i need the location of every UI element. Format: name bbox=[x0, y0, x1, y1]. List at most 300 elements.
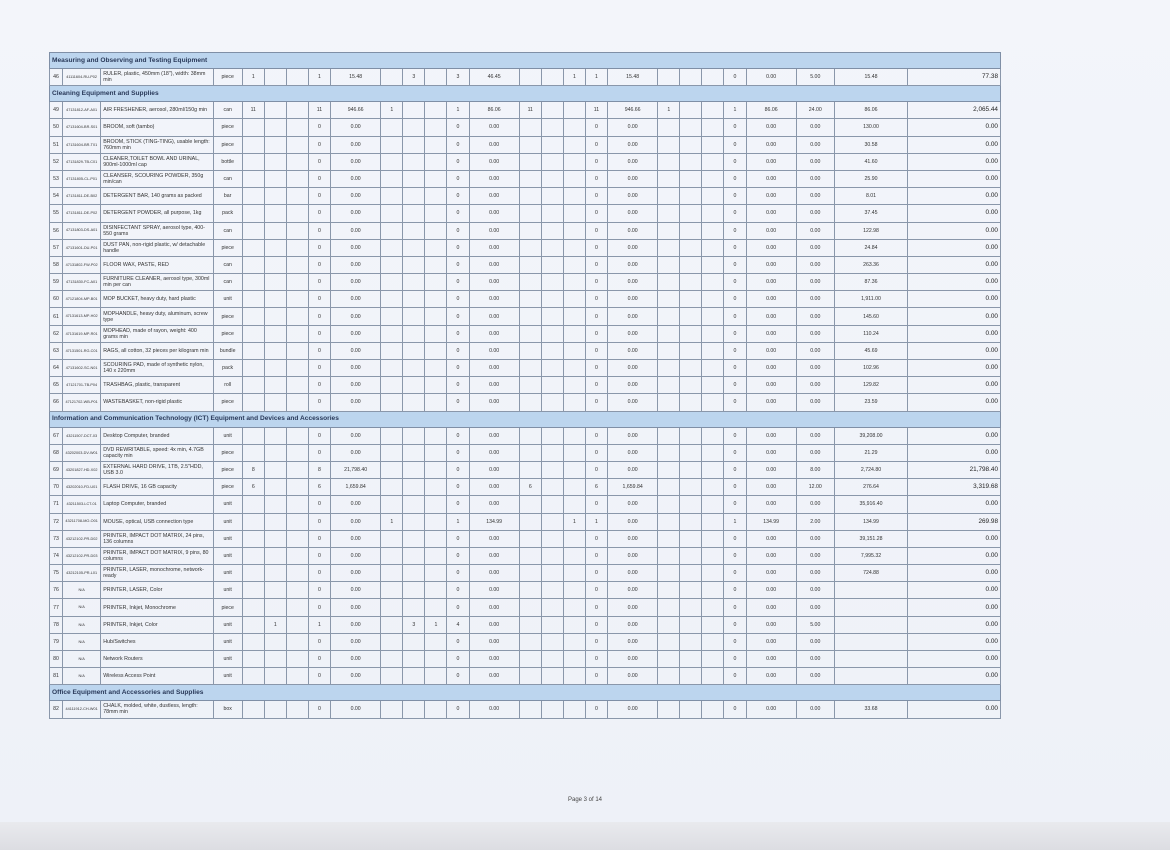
cell-a4: 0.00 bbox=[746, 170, 796, 187]
table-row bbox=[50, 342, 1001, 359]
cell-c1 bbox=[242, 170, 264, 187]
cell-a1: 0.00 bbox=[331, 668, 381, 685]
cell-c6 bbox=[425, 222, 447, 239]
cell-price bbox=[834, 599, 907, 616]
cell-u: 0.00 bbox=[796, 205, 834, 222]
cell-q1: 0 bbox=[308, 530, 330, 547]
cell-no: 80 bbox=[50, 651, 63, 668]
cell-c10 bbox=[658, 565, 680, 582]
cell-unit: box bbox=[213, 701, 242, 718]
cell-a3: 0.00 bbox=[608, 188, 658, 205]
cell-unit: can bbox=[213, 222, 242, 239]
cell-c9 bbox=[563, 394, 585, 411]
cell-no: 59 bbox=[50, 274, 63, 291]
cell-c1 bbox=[242, 188, 264, 205]
cell-no: 54 bbox=[50, 188, 63, 205]
cell-u: 0.00 bbox=[796, 170, 834, 187]
cell-a3: 0.00 bbox=[608, 444, 658, 461]
cell-c4 bbox=[381, 69, 403, 86]
cell-unit: unit bbox=[213, 291, 242, 308]
cell-a1: 21,798.40 bbox=[331, 461, 381, 478]
cell-c12 bbox=[702, 701, 724, 718]
cell-c9 bbox=[563, 633, 585, 650]
cell-q3: 0 bbox=[585, 496, 607, 513]
cell-a3: 0.00 bbox=[608, 565, 658, 582]
cell-a4: 0.00 bbox=[746, 69, 796, 86]
cell-total: 0.00 bbox=[908, 651, 1001, 668]
cell-price: 1,911.00 bbox=[834, 291, 907, 308]
cell-c6 bbox=[425, 69, 447, 86]
table-row bbox=[50, 153, 1001, 170]
cell-c8 bbox=[541, 496, 563, 513]
cell-c10 bbox=[658, 616, 680, 633]
section-title: Cleaning Equipment and Supplies bbox=[50, 86, 1001, 102]
cell-c2 bbox=[264, 239, 286, 256]
cell-c11 bbox=[680, 136, 702, 153]
cell-q4: 0 bbox=[724, 461, 746, 478]
cell-a1: 0.00 bbox=[331, 119, 381, 136]
cell-q2: 0 bbox=[447, 530, 469, 547]
cell-c10 bbox=[658, 651, 680, 668]
cell-a3: 0.00 bbox=[608, 325, 658, 342]
cell-desc: PRINTER, Inkjet, Color bbox=[101, 616, 213, 633]
cell-c2 bbox=[264, 582, 286, 599]
cell-total: 0.00 bbox=[908, 530, 1001, 547]
cell-unit: unit bbox=[213, 651, 242, 668]
cell-a2: 134.99 bbox=[469, 513, 519, 530]
cell-c12 bbox=[702, 342, 724, 359]
cell-c5 bbox=[403, 153, 425, 170]
cell-no: 50 bbox=[50, 119, 63, 136]
cell-c3 bbox=[286, 496, 308, 513]
cell-total: 0.00 bbox=[908, 547, 1001, 564]
cell-c7 bbox=[519, 599, 541, 616]
cell-c8 bbox=[541, 136, 563, 153]
cell-q4: 0 bbox=[724, 360, 746, 377]
cell-price: 15.48 bbox=[834, 69, 907, 86]
cell-c6 bbox=[425, 701, 447, 718]
cell-no: 70 bbox=[50, 479, 63, 496]
cell-u: 0.00 bbox=[796, 547, 834, 564]
cell-c10 bbox=[658, 377, 680, 394]
table-row bbox=[50, 119, 1001, 136]
cell-total: 0.00 bbox=[908, 308, 1001, 325]
cell-c10 bbox=[658, 239, 680, 256]
cell-desc: SCOURING PAD, made of synthetic nylon, 140 x 220mm bbox=[101, 360, 213, 377]
cell-a4: 0.00 bbox=[746, 651, 796, 668]
cell-q2: 0 bbox=[447, 342, 469, 359]
cell-unit: can bbox=[213, 274, 242, 291]
cell-c9 bbox=[563, 102, 585, 119]
cell-c9 bbox=[563, 274, 585, 291]
cell-c11 bbox=[680, 479, 702, 496]
cell-c2 bbox=[264, 325, 286, 342]
cell-q4: 0 bbox=[724, 496, 746, 513]
table-row bbox=[50, 256, 1001, 273]
cell-code: 47131812-AF-A01 bbox=[63, 102, 101, 119]
cell-a3: 0.00 bbox=[608, 668, 658, 685]
cell-c6 bbox=[425, 668, 447, 685]
cell-q4: 0 bbox=[724, 547, 746, 564]
cell-unit: bundle bbox=[213, 342, 242, 359]
cell-c2 bbox=[264, 461, 286, 478]
cell-a2: 0.00 bbox=[469, 427, 519, 444]
cell-c12 bbox=[702, 565, 724, 582]
cell-q3: 0 bbox=[585, 119, 607, 136]
cell-c4 bbox=[381, 170, 403, 187]
cell-c1 bbox=[242, 291, 264, 308]
cell-no: 55 bbox=[50, 205, 63, 222]
cell-price: 39,151.28 bbox=[834, 530, 907, 547]
cell-c5 bbox=[403, 547, 425, 564]
cell-desc: CLEANSER, SCOURING POWDER, 350g min/can bbox=[101, 170, 213, 187]
cell-q2: 0 bbox=[447, 291, 469, 308]
cell-unit: unit bbox=[213, 427, 242, 444]
cell-c12 bbox=[702, 582, 724, 599]
cell-code: 47131805-CL-P01 bbox=[63, 170, 101, 187]
cell-a3: 0.00 bbox=[608, 291, 658, 308]
cell-q2: 0 bbox=[447, 461, 469, 478]
cell-c10: 1 bbox=[658, 102, 680, 119]
cell-desc: PRINTER, IMPACT DOT MATRIX, 9 pins, 80 columns bbox=[101, 547, 213, 564]
cell-q1: 1 bbox=[308, 616, 330, 633]
cell-c5 bbox=[403, 188, 425, 205]
cell-a3: 0.00 bbox=[608, 205, 658, 222]
cell-q4: 0 bbox=[724, 205, 746, 222]
cell-q2: 0 bbox=[447, 701, 469, 718]
cell-q1: 0 bbox=[308, 325, 330, 342]
cell-a2: 0.00 bbox=[469, 291, 519, 308]
cell-c7 bbox=[519, 427, 541, 444]
cell-q1: 0 bbox=[308, 360, 330, 377]
cell-total: 0.00 bbox=[908, 394, 1001, 411]
cell-c7 bbox=[519, 547, 541, 564]
cell-c10 bbox=[658, 291, 680, 308]
cell-total: 0.00 bbox=[908, 360, 1001, 377]
cell-q2: 0 bbox=[447, 256, 469, 273]
cell-desc: Laptop Computer, branded bbox=[101, 496, 213, 513]
cell-unit: piece bbox=[213, 136, 242, 153]
cell-total: 0.00 bbox=[908, 427, 1001, 444]
cell-q3: 0 bbox=[585, 633, 607, 650]
cell-a3: 15.48 bbox=[608, 69, 658, 86]
cell-c10 bbox=[658, 668, 680, 685]
cell-a2: 0.00 bbox=[469, 496, 519, 513]
cell-a2: 0.00 bbox=[469, 394, 519, 411]
cell-c3 bbox=[286, 205, 308, 222]
cell-c2 bbox=[264, 222, 286, 239]
cell-no: 56 bbox=[50, 222, 63, 239]
cell-q3: 0 bbox=[585, 222, 607, 239]
section-title: Measuring and Observing and Testing Equipment bbox=[50, 53, 1001, 69]
cell-total: 0.00 bbox=[908, 325, 1001, 342]
cell-c12 bbox=[702, 188, 724, 205]
cell-q1: 1 bbox=[308, 69, 330, 86]
cell-c4 bbox=[381, 377, 403, 394]
cell-c5 bbox=[403, 102, 425, 119]
cell-c10 bbox=[658, 342, 680, 359]
cell-u: 0.00 bbox=[796, 119, 834, 136]
cell-no: 78 bbox=[50, 616, 63, 633]
cell-c1 bbox=[242, 668, 264, 685]
cell-unit: pack bbox=[213, 205, 242, 222]
cell-c1 bbox=[242, 701, 264, 718]
cell-c3 bbox=[286, 668, 308, 685]
cell-c6 bbox=[425, 342, 447, 359]
table-row bbox=[50, 479, 1001, 496]
cell-c7 bbox=[519, 308, 541, 325]
cell-c10 bbox=[658, 444, 680, 461]
cell-q4: 0 bbox=[724, 377, 746, 394]
cell-q4: 0 bbox=[724, 170, 746, 187]
table-row bbox=[50, 377, 1001, 394]
cell-c7 bbox=[519, 342, 541, 359]
cell-c4 bbox=[381, 394, 403, 411]
cell-q1: 8 bbox=[308, 461, 330, 478]
cell-q3: 6 bbox=[585, 479, 607, 496]
cell-c1 bbox=[242, 530, 264, 547]
cell-c4 bbox=[381, 616, 403, 633]
cell-code: N/A bbox=[63, 668, 101, 685]
table-row bbox=[50, 530, 1001, 547]
cell-code: 47131613-MP-H02 bbox=[63, 308, 101, 325]
cell-c3 bbox=[286, 377, 308, 394]
cell-total: 0.00 bbox=[908, 377, 1001, 394]
cell-c8 bbox=[541, 256, 563, 273]
cell-c7 bbox=[519, 496, 541, 513]
cell-q4: 0 bbox=[724, 394, 746, 411]
cell-a1: 0.00 bbox=[331, 205, 381, 222]
cell-q3: 0 bbox=[585, 547, 607, 564]
cell-c8 bbox=[541, 582, 563, 599]
cell-c6 bbox=[425, 599, 447, 616]
cell-q3: 0 bbox=[585, 394, 607, 411]
cell-c5 bbox=[403, 360, 425, 377]
cell-a4: 0.00 bbox=[746, 153, 796, 170]
cell-desc: RAGS, all cotton, 32 pieces per kilogram min bbox=[101, 342, 213, 359]
cell-c12 bbox=[702, 205, 724, 222]
cell-c3 bbox=[286, 222, 308, 239]
cell-c8 bbox=[541, 188, 563, 205]
cell-q1: 0 bbox=[308, 274, 330, 291]
cell-c10 bbox=[658, 633, 680, 650]
cell-c1 bbox=[242, 513, 264, 530]
cell-a4: 0.00 bbox=[746, 668, 796, 685]
cell-c9 bbox=[563, 170, 585, 187]
cell-c7 bbox=[519, 170, 541, 187]
cell-c1 bbox=[242, 222, 264, 239]
cell-c11 bbox=[680, 291, 702, 308]
cell-c7 bbox=[519, 444, 541, 461]
cell-price: 24.84 bbox=[834, 239, 907, 256]
cell-q1: 0 bbox=[308, 291, 330, 308]
cell-c12 bbox=[702, 530, 724, 547]
cell-c5 bbox=[403, 444, 425, 461]
cell-q2: 0 bbox=[447, 427, 469, 444]
cell-unit: unit bbox=[213, 530, 242, 547]
table-row bbox=[50, 633, 1001, 650]
cell-a1: 0.00 bbox=[331, 530, 381, 547]
cell-a2: 0.00 bbox=[469, 222, 519, 239]
cell-c11 bbox=[680, 69, 702, 86]
cell-c4 bbox=[381, 136, 403, 153]
cell-q3: 0 bbox=[585, 239, 607, 256]
procurement-table bbox=[49, 52, 1001, 719]
cell-c12 bbox=[702, 599, 724, 616]
cell-a4: 0.00 bbox=[746, 701, 796, 718]
cell-c5 bbox=[403, 291, 425, 308]
cell-code: 47131601-DU-P01 bbox=[63, 239, 101, 256]
cell-price bbox=[834, 616, 907, 633]
cell-q3: 0 bbox=[585, 668, 607, 685]
cell-price: 86.06 bbox=[834, 102, 907, 119]
cell-total: 0.00 bbox=[908, 222, 1001, 239]
cell-c4 bbox=[381, 256, 403, 273]
cell-a1: 0.00 bbox=[331, 136, 381, 153]
cell-c10 bbox=[658, 360, 680, 377]
cell-c8 bbox=[541, 633, 563, 650]
cell-c11 bbox=[680, 633, 702, 650]
cell-q4: 0 bbox=[724, 444, 746, 461]
cell-q1: 0 bbox=[308, 153, 330, 170]
cell-c7 bbox=[519, 530, 541, 547]
cell-a2: 46.45 bbox=[469, 69, 519, 86]
cell-c5 bbox=[403, 633, 425, 650]
cell-desc: FLASH DRIVE, 16 GB capacity bbox=[101, 479, 213, 496]
cell-c2 bbox=[264, 701, 286, 718]
cell-code: N/A bbox=[63, 582, 101, 599]
cell-c10 bbox=[658, 153, 680, 170]
cell-c11 bbox=[680, 274, 702, 291]
cell-c9 bbox=[563, 119, 585, 136]
cell-a2: 0.00 bbox=[469, 377, 519, 394]
cell-c8 bbox=[541, 325, 563, 342]
cell-q2: 0 bbox=[447, 651, 469, 668]
cell-c8 bbox=[541, 513, 563, 530]
cell-q4: 0 bbox=[724, 582, 746, 599]
cell-total: 2,065.44 bbox=[908, 102, 1001, 119]
cell-q2: 0 bbox=[447, 153, 469, 170]
cell-c2 bbox=[264, 513, 286, 530]
cell-desc: PRINTER, Inkjet, Monochrome bbox=[101, 599, 213, 616]
cell-c9 bbox=[563, 582, 585, 599]
cell-a1: 0.00 bbox=[331, 274, 381, 291]
cell-c4 bbox=[381, 325, 403, 342]
cell-u: 0.00 bbox=[796, 565, 834, 582]
cell-c10 bbox=[658, 308, 680, 325]
cell-c2 bbox=[264, 342, 286, 359]
cell-desc: DETERGENT POWDER, all purpose, 1kg bbox=[101, 205, 213, 222]
table-row bbox=[50, 668, 1001, 685]
cell-q2: 0 bbox=[447, 633, 469, 650]
cell-c12 bbox=[702, 308, 724, 325]
cell-c5 bbox=[403, 256, 425, 273]
cell-q4: 0 bbox=[724, 136, 746, 153]
cell-price bbox=[834, 651, 907, 668]
cell-no: 68 bbox=[50, 444, 63, 461]
cell-c4 bbox=[381, 565, 403, 582]
cell-c2 bbox=[264, 153, 286, 170]
table-row bbox=[50, 444, 1001, 461]
cell-c10 bbox=[658, 599, 680, 616]
cell-c8 bbox=[541, 274, 563, 291]
table-row bbox=[50, 427, 1001, 444]
cell-a4: 0.00 bbox=[746, 496, 796, 513]
cell-c3 bbox=[286, 69, 308, 86]
cell-total: 0.00 bbox=[908, 188, 1001, 205]
cell-c12 bbox=[702, 239, 724, 256]
cell-c7 bbox=[519, 565, 541, 582]
cell-unit: piece bbox=[213, 69, 242, 86]
cell-c4 bbox=[381, 461, 403, 478]
cell-q2: 0 bbox=[447, 479, 469, 496]
cell-c3 bbox=[286, 325, 308, 342]
cell-c8 bbox=[541, 427, 563, 444]
cell-total: 269.98 bbox=[908, 513, 1001, 530]
cell-q3: 0 bbox=[585, 616, 607, 633]
cell-q3: 0 bbox=[585, 153, 607, 170]
cell-c7 bbox=[519, 360, 541, 377]
cell-c9 bbox=[563, 377, 585, 394]
cell-c10 bbox=[658, 496, 680, 513]
cell-c11 bbox=[680, 530, 702, 547]
cell-code: 41111604-RU-P02 bbox=[63, 69, 101, 86]
cell-no: 71 bbox=[50, 496, 63, 513]
cell-c4: 1 bbox=[381, 513, 403, 530]
cell-a3: 0.00 bbox=[608, 394, 658, 411]
cell-c12 bbox=[702, 102, 724, 119]
cell-q1: 0 bbox=[308, 633, 330, 650]
cell-q1: 0 bbox=[308, 239, 330, 256]
cell-no: 76 bbox=[50, 582, 63, 599]
cell-no: 46 bbox=[50, 69, 63, 86]
cell-a3: 0.00 bbox=[608, 256, 658, 273]
cell-c12 bbox=[702, 547, 724, 564]
cell-code: 47121701-TB-P04 bbox=[63, 377, 101, 394]
cell-q1: 0 bbox=[308, 444, 330, 461]
cell-q1: 0 bbox=[308, 308, 330, 325]
cell-c6 bbox=[425, 119, 447, 136]
cell-q4: 0 bbox=[724, 188, 746, 205]
cell-a2: 0.00 bbox=[469, 461, 519, 478]
cell-no: 66 bbox=[50, 394, 63, 411]
table-row bbox=[50, 170, 1001, 187]
cell-price: 724.88 bbox=[834, 565, 907, 582]
cell-c12 bbox=[702, 427, 724, 444]
cell-a2: 0.00 bbox=[469, 325, 519, 342]
cell-unit: piece bbox=[213, 308, 242, 325]
cell-c8 bbox=[541, 651, 563, 668]
cell-c2 bbox=[264, 394, 286, 411]
cell-a3: 0.00 bbox=[608, 582, 658, 599]
cell-c12 bbox=[702, 256, 724, 273]
cell-c6 bbox=[425, 530, 447, 547]
cell-q4: 0 bbox=[724, 291, 746, 308]
cell-a3: 0.00 bbox=[608, 599, 658, 616]
cell-c6 bbox=[425, 256, 447, 273]
cell-c6 bbox=[425, 565, 447, 582]
cell-total: 0.00 bbox=[908, 274, 1001, 291]
cell-c10 bbox=[658, 170, 680, 187]
cell-u: 5.00 bbox=[796, 616, 834, 633]
cell-unit: bar bbox=[213, 188, 242, 205]
cell-desc: MOUSE, optical, USB connection type bbox=[101, 513, 213, 530]
cell-q2: 0 bbox=[447, 360, 469, 377]
cell-a4: 0.00 bbox=[746, 616, 796, 633]
cell-total: 21,798.40 bbox=[908, 461, 1001, 478]
cell-c7 bbox=[519, 222, 541, 239]
cell-c10 bbox=[658, 394, 680, 411]
